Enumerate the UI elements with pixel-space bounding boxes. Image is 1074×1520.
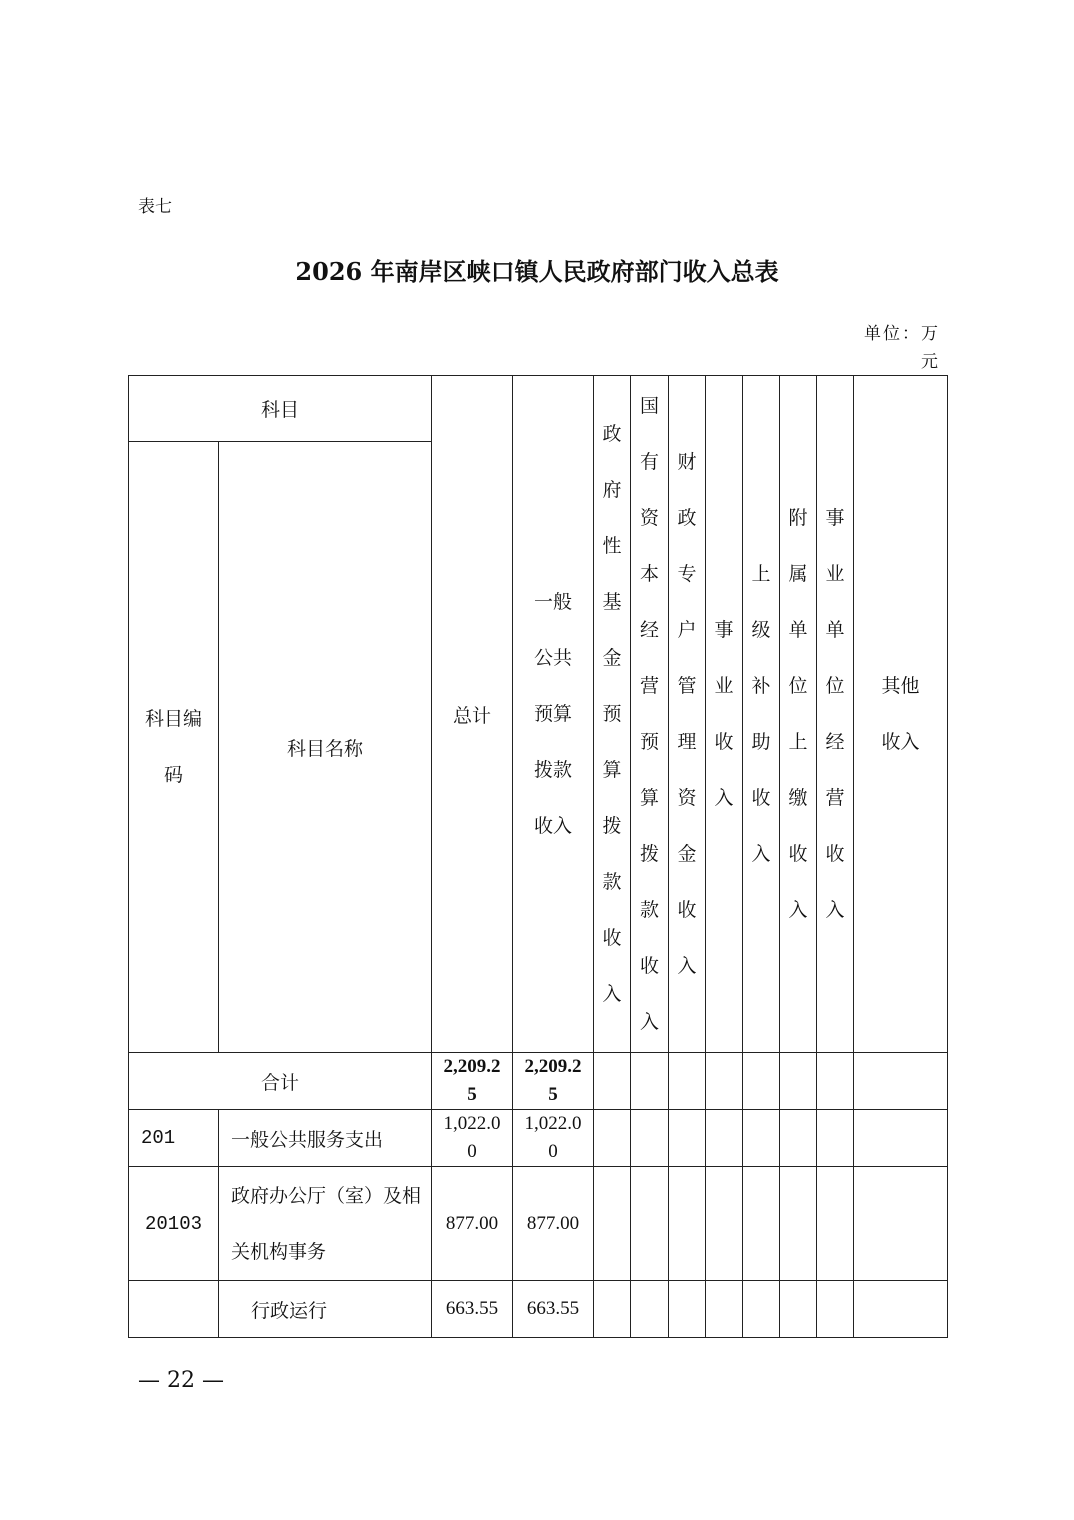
cell-total: 663.55 bbox=[432, 1281, 513, 1338]
table-row bbox=[129, 1281, 948, 1338]
income-summary-table bbox=[128, 375, 948, 1338]
header-subject: 科目 bbox=[129, 376, 432, 442]
cell-code bbox=[129, 1281, 219, 1338]
header-business-income: 事业收入 bbox=[706, 376, 743, 1053]
cell-total: 2,209.25 bbox=[432, 1053, 513, 1110]
cell-general: 2,209.25 bbox=[513, 1053, 594, 1110]
cell-name: 行政运行 bbox=[219, 1281, 432, 1338]
table-row bbox=[129, 1167, 948, 1281]
header-subject-name: 科目名称 bbox=[219, 442, 432, 1053]
cell-code: 201 bbox=[129, 1110, 219, 1167]
cell-total: 877.00 bbox=[432, 1167, 513, 1281]
header-total: 总计 bbox=[432, 376, 513, 1053]
header-superior-subsidy: 上级补助收入 bbox=[743, 376, 780, 1053]
header-affiliated-turnover: 附属单位上缴收入 bbox=[780, 376, 817, 1053]
header-other-income: 其他收入 bbox=[854, 376, 948, 1053]
unit-label: 单位：万元 bbox=[864, 324, 940, 372]
table-label: 表七 bbox=[138, 197, 172, 217]
cell-name: 一般公共服务支出 bbox=[219, 1110, 432, 1167]
page-number: — 22 — bbox=[138, 1368, 224, 1393]
header-state-capital: 国有资本经营预算拨款收入 bbox=[631, 376, 669, 1053]
header-business-operation: 事业单位经营收入 bbox=[817, 376, 854, 1053]
header-general-budget: 一般公共预算拨款收入 bbox=[513, 376, 594, 1053]
row-label-total: 合计 bbox=[129, 1053, 432, 1110]
cell-general: 877.00 bbox=[513, 1167, 594, 1281]
cell-general: 1,022.00 bbox=[513, 1110, 594, 1167]
header-fiscal-special: 财政专户管理资金收入 bbox=[669, 376, 706, 1053]
header-gov-fund: 政府性基金预算拨款收入 bbox=[594, 376, 631, 1053]
page-title: 2026 年南岸区峡口镇人民政府部门收入总表 bbox=[295, 257, 779, 286]
table-row bbox=[129, 1110, 948, 1167]
cell-name: 政府办公厅（室）及相关机构事务 bbox=[219, 1167, 432, 1281]
header-subject-code: 科目编码 bbox=[129, 442, 219, 1053]
table-row bbox=[129, 1053, 948, 1110]
cell-general: 663.55 bbox=[513, 1281, 594, 1338]
cell-code: 20103 bbox=[129, 1167, 219, 1281]
cell-total: 1,022.00 bbox=[432, 1110, 513, 1167]
